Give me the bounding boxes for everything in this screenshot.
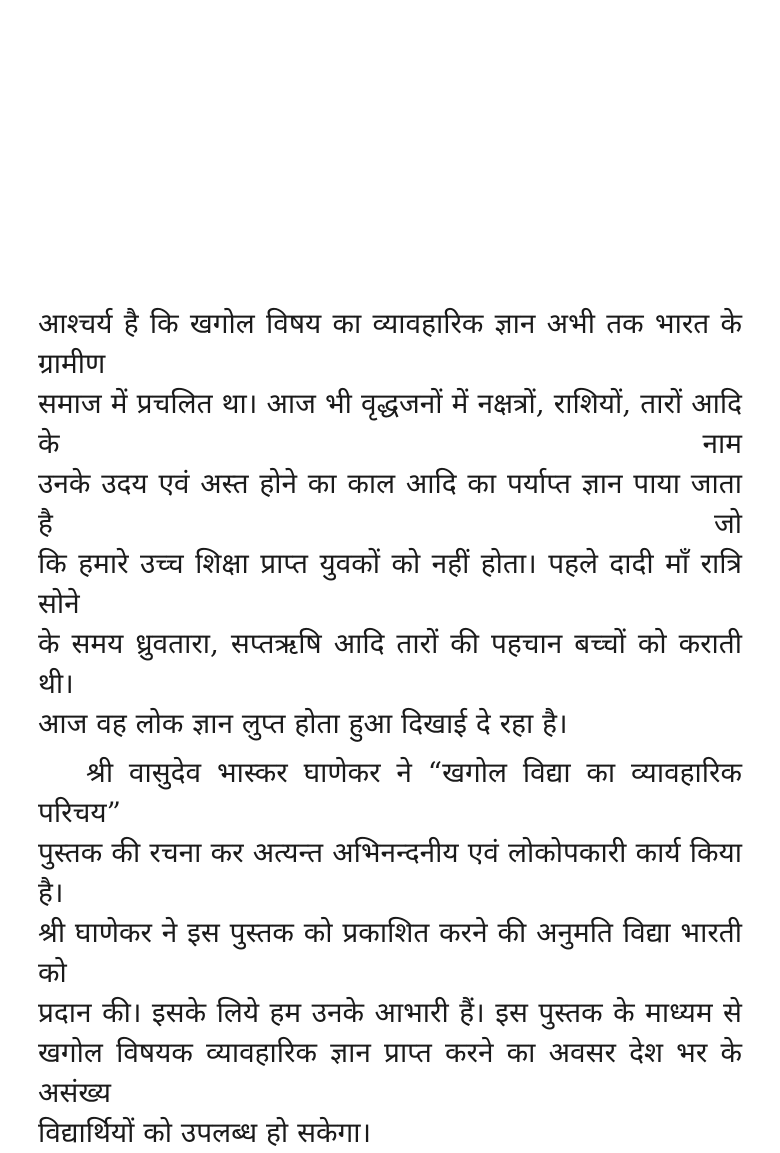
text-line: उनके उदय एवं अस्त होने का काल आदि का पर्याप्त ज्ञान पाया जाता है जो <box>38 467 742 540</box>
text-block <box>38 304 742 1153</box>
text-line: के समय ध्रुवतारा, सप्तऋषि आदि तारों की पहचान बच्चों को कराती थी। <box>38 627 742 700</box>
text-line: आज वह लोक ज्ञान लुप्त होता हुआ दिखाई दे रहा है। <box>38 707 568 740</box>
text-line: श्री वासुदेव भास्कर घाणेकर ने “खगोल विद्या का व्यावहारिक परिचय” <box>38 756 742 829</box>
text-line: श्री घाणेकर ने इस पुस्तक को प्रकाशित करने की अनुमति विद्या भारती को <box>38 916 742 989</box>
text-line: कि हमारे उच्च शिक्षा प्राप्त युवकों को नहीं होता। पहले दादी माँ रात्रि सोने <box>38 547 742 620</box>
text-line: विद्यार्थियों को उपलब्ध हो सकेगा। <box>38 1116 372 1149</box>
text-line: पुस्तक की रचना कर अत्यन्त अभिनन्दनीय एवं लोकोपकारी कार्य किया है। <box>38 836 742 909</box>
text-line: प्रदान की। इसके लिये हम उनके आभारी हैं। इस पुस्तक के माध्यम से <box>38 996 742 1029</box>
text-line: समाज में प्रचलित था। आज भी वृद्धजनों में नक्षत्रों, राशियों, तारों आदि के नाम <box>38 387 742 460</box>
paragraph-2 <box>38 753 742 1153</box>
text-line: आश्चर्य है कि खगोल विषय का व्यावहारिक ज्ञान अभी तक भारत के ग्रामीण <box>38 307 742 380</box>
paragraph-1 <box>38 304 742 744</box>
text-line: खगोल विषयक व्यावहारिक ज्ञान प्राप्त करने का अवसर देश भर के असंख्य <box>38 1036 742 1109</box>
